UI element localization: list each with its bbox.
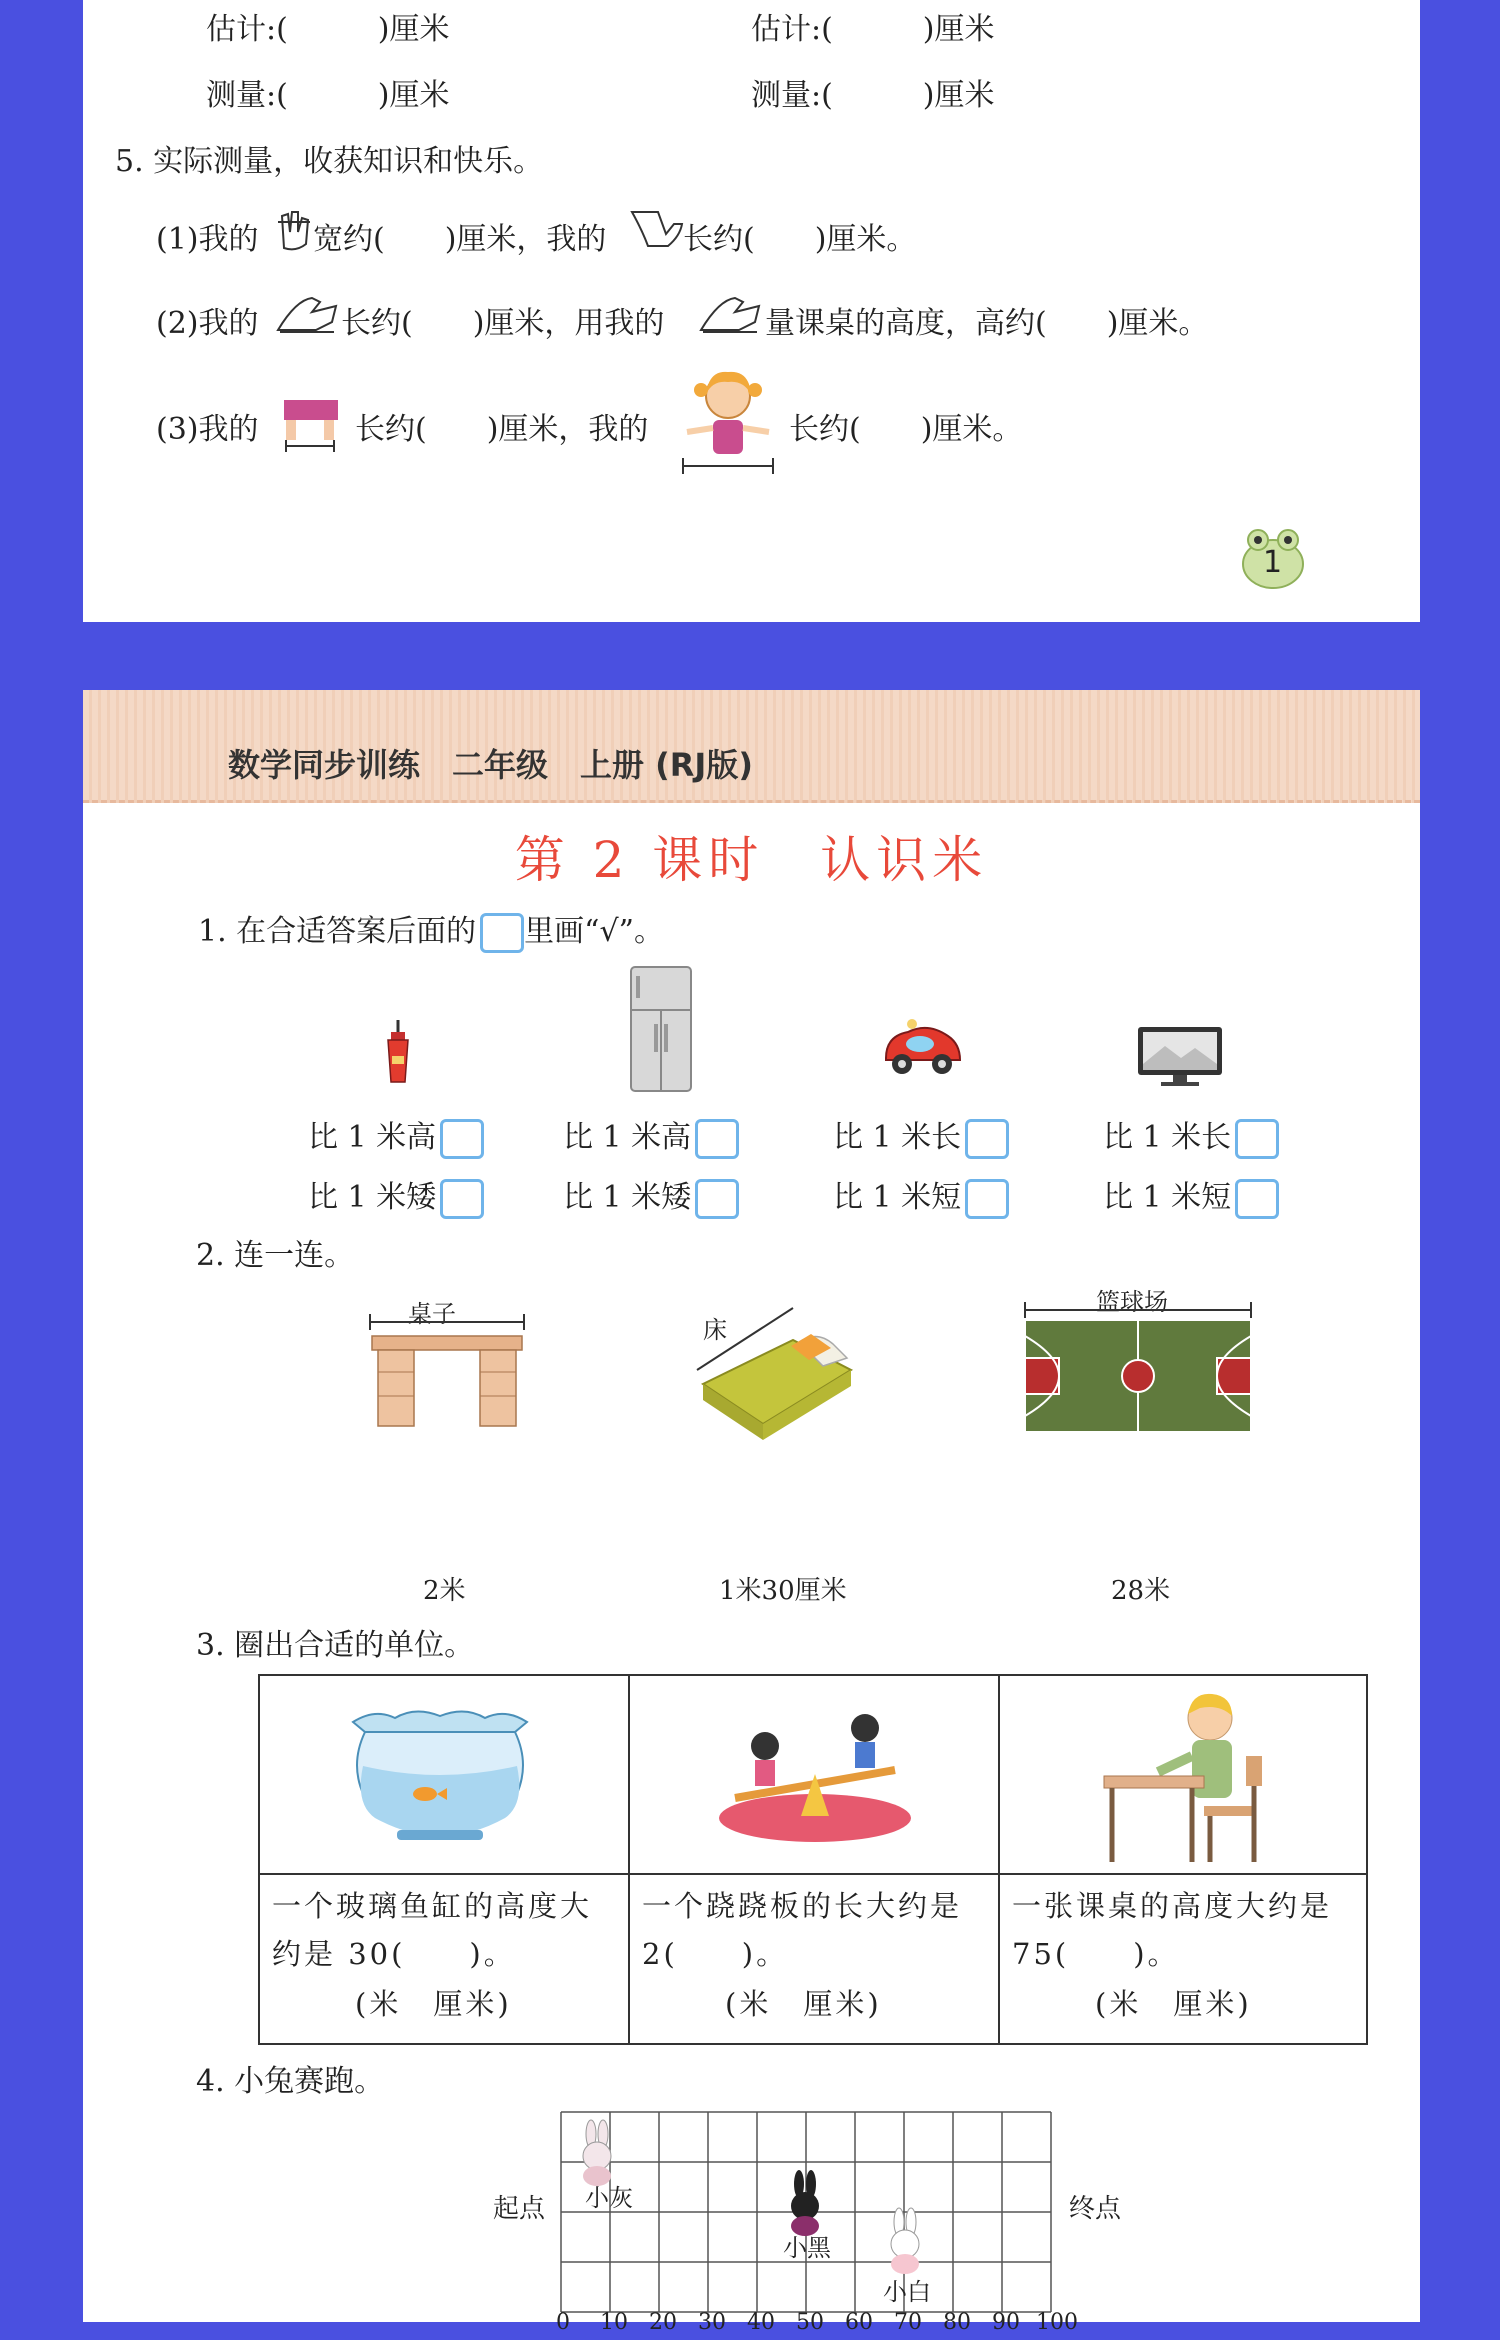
q1-title-b: 里画“√”。 (524, 914, 664, 949)
checkbox[interactable] (440, 1179, 484, 1219)
q5-2-text-c: 量课桌的高度，高约( )厘米。 (765, 306, 1209, 341)
q3-cell1-line1: 一个玻璃鱼缸的高度大 (272, 1889, 593, 1923)
rabbit-black-label: 小黑 (783, 2234, 831, 2262)
q3-cell3-line1: 一张课桌的高度大约是 (1012, 1889, 1333, 1923)
student-desk-icon (1100, 1686, 1280, 1866)
hand-span-icon (699, 292, 763, 336)
q1-item3-opt2: 比 1 米短 (833, 1172, 1009, 1219)
toy-car-icon (878, 1018, 964, 1078)
race-grid (561, 2112, 1051, 2322)
q5-title: 5. 实际测量，收获知识和快乐。 (115, 144, 544, 179)
hand-width-icon (276, 208, 314, 252)
page-number: 1 (1263, 545, 1283, 580)
rabbit-gray-icon (583, 2120, 611, 2186)
fridge-icon (628, 964, 694, 1094)
checkbox[interactable] (695, 1179, 739, 1219)
unit-table (258, 1674, 1368, 2045)
q5-1-text-b: 宽约( )厘米，我的 (313, 222, 607, 257)
scale-label: 20 (649, 2310, 677, 2335)
q3-cell1-line2: 约是 30( )。 (272, 1937, 516, 1971)
q3-cell2-line2: 2( )。 (642, 1937, 789, 1971)
bed-icon (683, 1300, 863, 1450)
q3-cell2-units[interactable]: (米 厘米) (725, 1987, 882, 2021)
cup-icon (383, 1020, 413, 1084)
q5-2-text-a: (2)我的 (156, 306, 259, 341)
scale-label: 100 (1036, 2310, 1078, 2335)
q4-start-label: 起点 (493, 2194, 546, 2224)
hand-span-icon (276, 292, 340, 336)
estimate-left: 估计:( )厘米 (206, 12, 450, 47)
checkbox[interactable] (1235, 1179, 1279, 1219)
q4-end-label: 终点 (1069, 2194, 1122, 2224)
girl-arm-span-icon (673, 366, 783, 476)
q5-3-text-c: 长约( )厘米。 (789, 412, 1023, 447)
q1-item1-opt2: 比 1 米矮 (308, 1172, 484, 1219)
q2-value-3: 28米 (1111, 1576, 1171, 1606)
q4-title: 4. 小兔赛跑。 (196, 2064, 385, 2099)
basketball-court-icon (1023, 1300, 1253, 1435)
scale-label: 80 (943, 2310, 971, 2335)
q2-title: 2. 连一连。 (196, 1238, 355, 1273)
seesaw-icon (715, 1706, 915, 1846)
checkbox[interactable] (965, 1119, 1009, 1159)
q2-value-1: 2米 (423, 1576, 466, 1606)
q2-object-court-label: 篮球场 (1096, 1288, 1168, 1316)
q5-1-text-c: 长约( )厘米。 (683, 222, 917, 257)
q5-2-text-b: 长约( )厘米，用我的 (341, 306, 665, 341)
q3-cell3-line2: 75( )。 (1012, 1937, 1180, 1971)
scale-label: 0 (556, 2310, 570, 2335)
estimate-right: 估计:( )厘米 (751, 12, 995, 47)
rabbit-black-icon (791, 2170, 819, 2236)
q3-cell1-units[interactable]: (米 厘米) (355, 1987, 512, 2021)
step-length-icon (276, 394, 346, 456)
q3-cell3-units[interactable]: (米 厘米) (1095, 1987, 1252, 2021)
hand-span-icon (628, 206, 684, 252)
q3-cell2-line1: 一个跷跷板的长大约是 (642, 1889, 963, 1923)
sample-checkbox (480, 913, 524, 953)
table-divider (260, 1873, 1366, 1875)
scale-label: 70 (894, 2310, 922, 2335)
q5-1-text-a: (1)我的 (156, 222, 259, 257)
scale-label: 40 (747, 2310, 775, 2335)
monitor-icon (1135, 1024, 1225, 1088)
q1-item2-opt1: 比 1 米高 (563, 1112, 739, 1159)
scale-label: 90 (992, 2310, 1020, 2335)
q1-item1-opt1: 比 1 米高 (308, 1112, 484, 1159)
q1-title-a: 1. 在合适答案后面的 (198, 914, 477, 949)
scale-label: 10 (600, 2310, 628, 2335)
book-header: 数学同步训练 二年级 上册 (RJ版) (228, 746, 753, 784)
lesson-title: 第 2 课时 认识米 (514, 831, 989, 889)
q3-title: 3. 圈出合适的单位。 (196, 1628, 475, 1663)
scale-label: 30 (698, 2310, 726, 2335)
q2-value-2: 1米30厘米 (719, 1576, 847, 1606)
scale-label: 60 (845, 2310, 873, 2335)
q1-title (198, 906, 664, 953)
desk-icon (368, 1312, 528, 1432)
q5-3-text-a: (3)我的 (156, 412, 259, 447)
checkbox[interactable] (1235, 1119, 1279, 1159)
q1-item2-opt2: 比 1 米矮 (563, 1172, 739, 1219)
q5-3-text-b: 长约( )厘米，我的 (355, 412, 649, 447)
q1-item4-opt2: 比 1 米短 (1103, 1172, 1279, 1219)
q2-object-desk-label: 桌子 (408, 1300, 456, 1328)
checkbox[interactable] (440, 1119, 484, 1159)
measure-left: 测量:( )厘米 (206, 78, 450, 113)
fishbowl-icon (345, 1704, 535, 1844)
q1-item3-opt1: 比 1 米长 (833, 1112, 1009, 1159)
measure-right: 测量:( )厘米 (751, 78, 995, 113)
checkbox[interactable] (965, 1179, 1009, 1219)
scale-label: 50 (796, 2310, 824, 2335)
q1-item4-opt1: 比 1 米长 (1103, 1112, 1279, 1159)
rabbit-white-icon (891, 2208, 919, 2274)
distance-scale (545, 2310, 1078, 2340)
q2-object-bed-label: 床 (703, 1316, 727, 1344)
workbook-page-2 (83, 690, 1420, 2335)
checkbox[interactable] (695, 1119, 739, 1159)
rabbit-white-label: 小白 (883, 2278, 931, 2306)
workbook-page-1 (83, 0, 1420, 622)
rabbit-gray-label: 小灰 (585, 2184, 633, 2212)
